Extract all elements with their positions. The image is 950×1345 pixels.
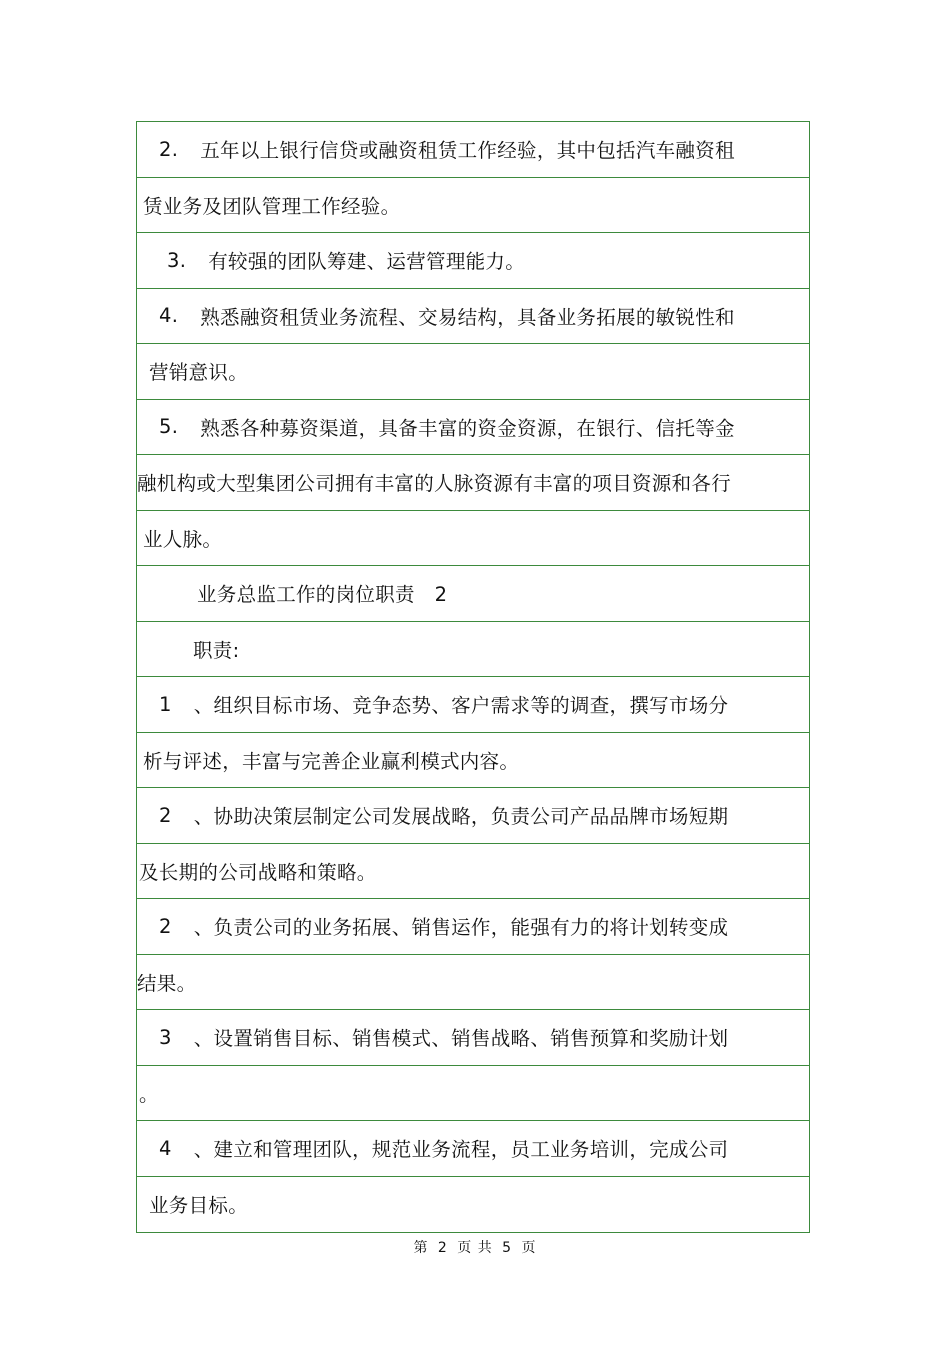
footer-suffix: 页 [521, 1240, 537, 1256]
table-row [137, 677, 809, 733]
table-row [137, 344, 809, 400]
footer-prefix: 第 [413, 1240, 429, 1256]
table-row [137, 289, 809, 345]
row-text: 赁业务及团队管理工作经验。 [143, 194, 401, 218]
table-row [137, 955, 809, 1011]
row-text: 、协助决策层制定公司发展战略，负责公司产品品牌市场短期 [193, 805, 729, 829]
row-text: 及长期的公司战略和策略。 [139, 860, 377, 884]
table-row [137, 400, 809, 456]
row-text: 有较强的团队筹建、运营管理能力。 [208, 250, 526, 274]
row-text: 结果。 [137, 971, 197, 995]
table-row [137, 233, 809, 289]
row-text: 业人脉。 [143, 527, 223, 551]
footer-total-pages: 5 [502, 1240, 513, 1256]
table-row [137, 511, 809, 567]
row-text: 职责: [193, 638, 240, 662]
item-number: 2 [159, 803, 172, 827]
row-text: 、负责公司的业务拓展、销售运作，能强有力的将计划转变成 [193, 916, 729, 940]
item-number: 4. [159, 304, 179, 328]
table-row [137, 899, 809, 955]
footer-page-number: 2 [437, 1240, 448, 1256]
item-number: 3. [167, 248, 187, 272]
table-row [137, 1010, 809, 1066]
row-text: 熟悉融资租赁业务流程、交易结构，具备业务拓展的敏锐性和 [200, 305, 735, 329]
table-row [137, 566, 809, 622]
table-row [137, 622, 809, 678]
table-row [137, 1177, 809, 1233]
row-text: 营销意识。 [149, 361, 249, 385]
item-number: 2. [159, 137, 179, 161]
table-row [137, 178, 809, 234]
row-text: 、建立和管理团队，规范业务流程，员工业务培训，完成公司 [193, 1138, 729, 1162]
item-number: 5. [159, 415, 179, 439]
document-table [136, 121, 810, 1233]
row-text: 业务目标。 [149, 1194, 249, 1218]
row-text: 业务总监工作的岗位职责 2 [197, 583, 448, 607]
table-row [137, 1121, 809, 1177]
row-text: 融机构或大型集团公司拥有丰富的人脉资源有丰富的项目资源和各行 [137, 472, 732, 496]
row-text: 析与评述，丰富与完善企业赢利模式内容。 [143, 749, 520, 773]
table-row [137, 1066, 809, 1122]
table-row [137, 844, 809, 900]
table-row [137, 733, 809, 789]
row-text: 熟悉各种募资渠道，具备丰富的资金资源，在银行、信托等金 [200, 416, 735, 440]
item-number: 3 [159, 1025, 172, 1049]
item-number: 4 [159, 1136, 172, 1160]
item-number: 2 [159, 914, 172, 938]
row-text: 。 [139, 1082, 159, 1106]
page-footer [0, 1237, 950, 1257]
row-text: 、设置销售目标、销售模式、销售战略、销售预算和奖励计划 [193, 1027, 729, 1051]
row-text: 五年以上银行信贷或融资租赁工作经验，其中包括汽车融资租 [200, 139, 735, 163]
row-text: 、组织目标市场、竞争态势、客户需求等的调查，撰写市场分 [193, 694, 729, 718]
table-row [137, 788, 809, 844]
footer-middle: 页 共 [457, 1240, 493, 1256]
table-row [137, 455, 809, 511]
item-number: 1 [159, 692, 172, 716]
table-row [137, 122, 809, 178]
